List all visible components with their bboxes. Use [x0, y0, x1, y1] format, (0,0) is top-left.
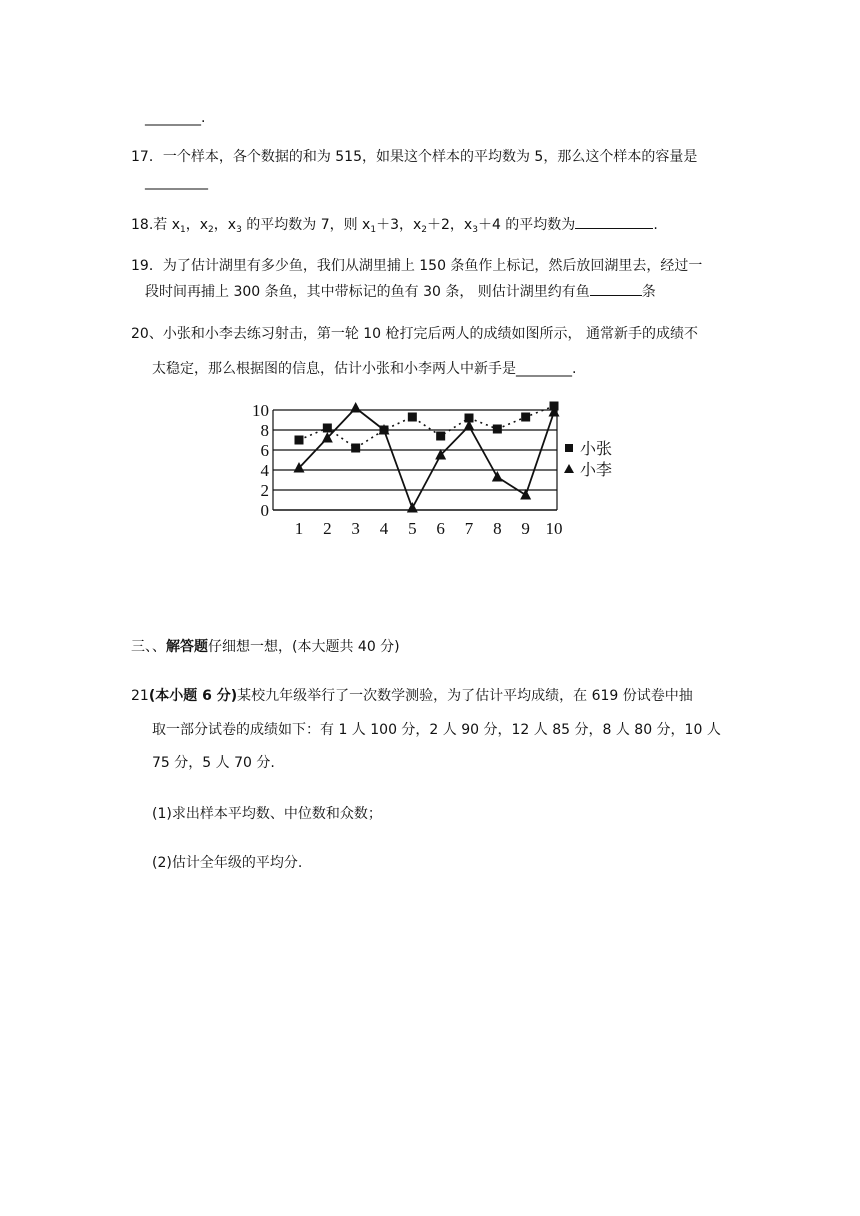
- q19-line1: 19．为了估计湖里有多少鱼，我们从湖里捕上 150 条鱼作上标记，然后放回湖里去，经过一: [131, 258, 703, 274]
- q18-sub: 3: [472, 225, 478, 235]
- data-point-triangle: [492, 471, 503, 482]
- q19-end: 条: [641, 284, 656, 300]
- q19-line2: [145, 281, 656, 302]
- q21-part2: (2)估计全年级的平均分.: [152, 855, 303, 871]
- q19-answer-blank[interactable]: [590, 281, 642, 296]
- legend-square-icon: [565, 444, 573, 452]
- y-tick-label: 4: [260, 461, 269, 480]
- y-tick-label: 10: [252, 401, 269, 420]
- x-tick-label: 3: [351, 519, 360, 538]
- q21-points: (本小题 6 分): [148, 688, 238, 704]
- q21-line1: [131, 686, 693, 706]
- data-point-triangle: [407, 502, 418, 513]
- y-tick-label: 8: [260, 421, 269, 440]
- chart-legend: [564, 440, 612, 479]
- q21-part1: (1)求出样本平均数、中位数和众数；: [152, 806, 382, 822]
- y-tick-label: 0: [260, 501, 269, 520]
- x-tick-label: 2: [323, 519, 332, 538]
- q17-blank: _________: [145, 174, 208, 190]
- data-point-square: [493, 425, 502, 434]
- chart-grid: [273, 410, 557, 510]
- q21-number: 21: [131, 688, 149, 704]
- q16-tail: [145, 108, 205, 128]
- section3-subtitle: 仔细想一想，(本大题共 40 分): [208, 639, 400, 655]
- x-tick-label: 8: [493, 519, 502, 538]
- q21-line3: 75 分，5 人 70 分.: [152, 755, 275, 771]
- q18-end: .: [653, 217, 658, 233]
- q20-line1: 20、小张和小李去练习射击，第一轮 10 枪打完后两人的成绩如图所示， 通常新手的成绩不: [131, 326, 698, 342]
- score-line-chart: [235, 398, 613, 538]
- data-point-square: [295, 436, 304, 445]
- legend-label: 小李: [580, 462, 613, 479]
- x-tick-label: 5: [408, 519, 417, 538]
- q18-sub: 1: [180, 225, 186, 235]
- legend-triangle-icon: [564, 464, 574, 473]
- q18-line: [131, 214, 658, 240]
- y-tick-label: 6: [260, 441, 269, 460]
- chart-series: [294, 402, 560, 513]
- q18-text: ，x: [185, 217, 209, 233]
- q19-text: 段时间再捕上 300 条鱼，其中带标记的鱼有 30 条， 则估计湖里约有鱼: [145, 284, 590, 300]
- q17-line1: 17．一个样本，各个数据的和为 515，如果这个样本的平均数为 5，那么这个样本的容量是: [131, 149, 698, 165]
- x-tick-label: 10: [545, 519, 563, 538]
- q18-answer-blank[interactable]: [575, 214, 653, 229]
- section3-number: 三、、: [131, 639, 166, 655]
- q18-text: 18.若 x: [131, 217, 180, 233]
- x-tick-label: 7: [464, 519, 474, 538]
- series-line-xiaoli: [299, 408, 554, 508]
- data-point-square: [436, 432, 445, 441]
- q18-text: ＋4 的平均数为: [477, 217, 576, 233]
- section3-title: 解答题: [166, 639, 208, 655]
- section3-heading: [131, 637, 400, 657]
- x-tick-label: 6: [436, 519, 445, 538]
- q18-sub: 3: [236, 225, 242, 235]
- x-tick-label: 4: [379, 519, 389, 538]
- data-point-square: [323, 424, 332, 433]
- q18-sub: 1: [370, 225, 377, 235]
- q18-sub: 2: [421, 225, 428, 235]
- q18-text: 的平均数为 7，则 x: [241, 217, 371, 233]
- legend-label: 小张: [580, 441, 613, 458]
- chart-x-ticks: [295, 519, 563, 538]
- q21-line2: 取一部分试卷的成绩如下：有 1 人 100 分，2 人 90 分，12 人 85 分，8 人 80 分，10 人: [152, 722, 721, 738]
- q18-text: ＋2，x: [427, 217, 473, 233]
- q21-text: 某校九年级举行了一次数学测验，为了估计平均成绩，在 619 份试卷中抽: [237, 688, 693, 704]
- data-point-triangle: [350, 402, 361, 413]
- q18-sub: 2: [208, 225, 214, 235]
- data-point-square: [521, 413, 530, 422]
- q18-text: ，x: [213, 217, 237, 233]
- x-tick-label: 1: [294, 519, 304, 538]
- q16-blank: ________: [145, 110, 201, 126]
- data-point-square: [351, 444, 360, 453]
- chart-y-ticks: [252, 401, 270, 520]
- q18-text: ＋3，x: [376, 217, 422, 233]
- q16-end: .: [201, 110, 206, 126]
- q20-line2: 太稳定，那么根据图的信息，估计小张和小李两人中新手是________.: [152, 361, 577, 377]
- data-point-square: [408, 413, 417, 422]
- y-tick-label: 2: [260, 481, 269, 500]
- x-tick-label: 9: [521, 519, 530, 538]
